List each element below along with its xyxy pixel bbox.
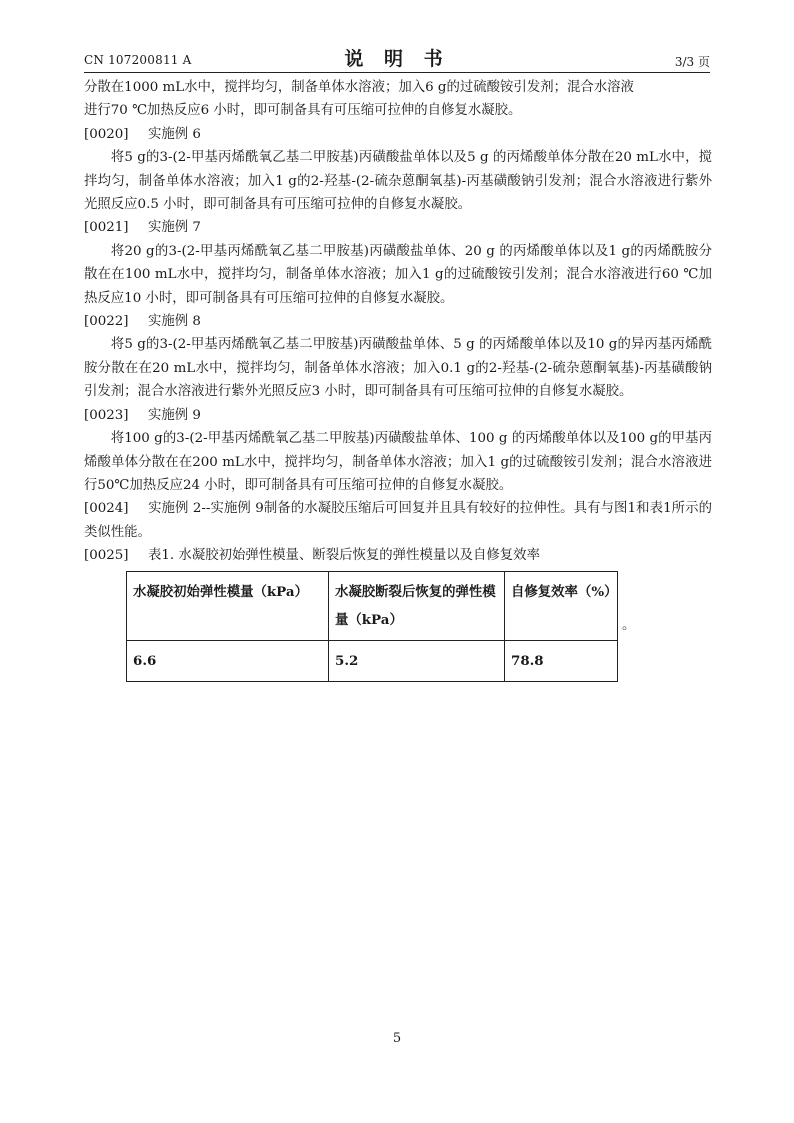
paragraph-0021-heading	[84, 216, 712, 239]
continued-text-line-1: 分散在1000 mL水中，搅拌均匀，制备单体水溶液；加入6 g的过硫酸铵引发剂；混合水溶液	[84, 80, 634, 95]
page-header	[84, 44, 710, 74]
table-header-cell: 水凝胶断裂后恢复的弹性模量（kPa）	[329, 571, 505, 640]
header-divider	[84, 72, 710, 73]
paragraph-0023-heading	[84, 404, 712, 427]
page-number: 5	[392, 1031, 402, 1046]
paragraph-0024	[84, 497, 712, 544]
paragraph-0023-body: 将100 g的3-(2-甲基丙烯酰氧乙基二甲胺基)丙磺酸盐单体、100 g 的丙烯酸单体以及100 g的甲基丙烯酸单体分散在在200 mL水中，搅拌均匀，制备单体水溶液；加入1 g的过硫酸铵引发剂；混合水溶液进行50℃加热反应24 小时，即可制备具有可压缩可拉伸的自修复水凝胶。	[84, 431, 712, 493]
paragraph-number: [0025]	[84, 548, 129, 564]
paragraph-number: [0022]	[84, 314, 129, 330]
paragraph-0022-heading	[84, 310, 712, 333]
paragraph-number: [0024]	[84, 501, 129, 517]
paragraph-0020-body: 将5 g的3-(2-甲基丙烯酰氧乙基二甲胺基)丙磺酸盐单体以及5 g 的丙烯酸单体分散在20 mL水中，搅拌均匀，制备单体水溶液；加入1 g的2-羟基-(2-硫杂蒽酮氧基)-丙基磺酸钠引发剂；混合水溶液进行紫外光照反应0.5 小时，即可制备具有可压缩可拉伸的自修复水凝胶。	[84, 150, 712, 213]
table-cell: 6.6	[127, 640, 329, 681]
example-heading: 实施例 9	[148, 407, 201, 423]
table-cell: 5.2	[329, 640, 505, 681]
paragraph-0022-body: 将5 g的3-(2-甲基丙烯酰氧乙基二甲胺基)丙磺酸盐单体、5 g 的丙烯酸单体以及10 g的异丙基丙烯酰胺分散在在20 mL水中，搅拌均匀，制备单体水溶液；加入0.1 g的2-羟基-(2-硫杂蒽酮氧基)-丙基磺酸钠引发剂；混合水溶液进行紫外光照反应3 小时，即可制备具有可压缩可拉伸的自修复水凝胶。	[84, 337, 712, 400]
paragraph-0024-text: 实施例 2--实施例 9制备的水凝胶压缩后可回复并且具有较好的拉伸性。具有与图1和表1所示的类似性能。	[84, 501, 712, 540]
example-heading: 实施例 6	[148, 126, 201, 142]
paragraph-0021-body: 将20 g的3-(2-甲基丙烯酰氧乙基二甲胺基)丙磺酸盐单体、20 g 的丙烯酸单体以及1 g的丙烯酰胺分散在在100 mL水中，搅拌均匀，制备单体水溶液；加入1 g的过硫酸铵引发剂；混合水溶液进行60 ℃加热反应10 小时，即可制备具有可压缩可拉伸的自修复水凝胶。	[84, 243, 712, 306]
page-info: 3/3 页	[674, 55, 710, 69]
paragraph-0025	[84, 544, 712, 567]
table-header-cell: 水凝胶初始弹性模量（kPa）	[127, 571, 329, 640]
publication-number: CN 107200811 A	[84, 53, 192, 67]
paragraph-number: [0023]	[84, 407, 129, 423]
table-header-cell: 自修复效率（%）	[505, 571, 618, 640]
continued-text-line-2: 进行70 ℃加热反应6 小时，即可制备具有可压缩可拉伸的自修复水凝胶。	[84, 103, 522, 119]
table-header-row	[127, 571, 642, 640]
table-cell: 78.8	[505, 640, 618, 681]
example-heading: 实施例 8	[148, 314, 201, 330]
table-trailing-punctuation: 。	[622, 618, 636, 634]
document-body	[84, 76, 712, 682]
example-heading: 实施例 7	[148, 220, 201, 236]
paragraph-number: [0020]	[84, 126, 129, 142]
results-table	[126, 571, 641, 682]
paragraph-0020-heading	[84, 123, 712, 146]
table-caption: 表1. 水凝胶初始弹性模量、断裂后恢复的弹性模量以及自修复效率	[148, 548, 540, 564]
document-title: 说 明 书	[344, 48, 450, 70]
paragraph-number: [0021]	[84, 220, 129, 236]
table-row	[127, 640, 642, 681]
